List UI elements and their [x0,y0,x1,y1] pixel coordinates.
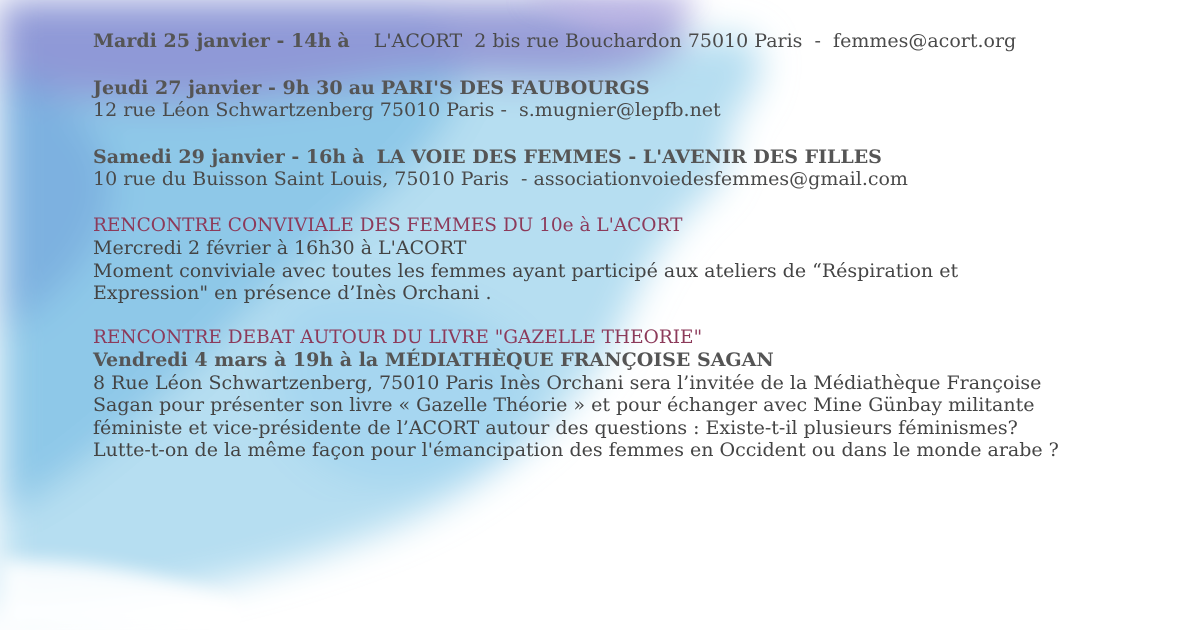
rencontre-debat-section [93,327,1183,462]
section-title: RENCONTRE CONVIVIALE DES FEMMES DU 10e à L'ACORT [93,214,683,236]
event-address: 2 bis rue Bouchardon 75010 Paris [474,30,803,52]
event-date: Jeudi 27 janvier - 9h 30 [93,76,343,99]
event-venue: L'ACORT [373,30,463,52]
flyer-content [93,30,1183,462]
event-tuesday [93,30,1183,53]
event-address: 12 rue Léon Schwartzenberg 75010 Paris [93,99,495,121]
event-address: 10 rue du Buisson Saint Louis, 75010 Paris [93,168,509,190]
event-email[interactable]: associationvoiedesfemmes@gmail.com [533,168,908,190]
section-when: Vendredi 4 mars à 19h à la MÉDIATHÈQUE FRANÇOISE SAGAN [93,349,774,371]
section-description: Moment conviviale avec toutes les femmes ayant participé aux ateliers de “Réspiration et [93,259,959,282]
event-thursday [93,77,1183,122]
event-separator: - [500,99,507,121]
event-connector: à [352,145,365,168]
rencontre-conviviale-section [93,215,1183,305]
event-date: Samedi 29 janvier - 16h [93,145,347,168]
event-email[interactable]: s.mugnier@lepfb.net [519,99,721,121]
event-connector: à [337,30,350,52]
event-venue: PARI'S DES FAUBOURGS [380,76,650,99]
section-title: RENCONTRE DEBAT AUTOUR DU LIVRE "GAZELLE THEORIE" [93,326,703,348]
event-separator: - [521,168,528,190]
section-description: 8 Rue Léon Schwartzenberg, 75010 Paris Inès Orchani sera l’invitée de la Médiathèque Françoise Sagan pour présenter son livre « Gazelle Théorie » et pour échanger avec Mine Günbay militante féministe et vice-présidente de l’ACORT autour des questions : Existe-t-il plusieurs féminismes? Lutte-t-on de la même façon pour l'émancipation des femmes en Occident ou dans le monde arabe ? [93,371,1059,461]
event-separator: - [814,30,821,52]
event-date: Mardi 25 janvier - 14h [93,30,332,52]
event-email[interactable]: femmes@acort.org [833,30,1017,52]
section-description: Expression" en présence d’Inès Orchani . [93,282,492,304]
event-saturday [93,146,1183,191]
section-when: Mercredi 2 février à 16h30 à L'ACORT [93,237,467,259]
event-connector: au [348,76,375,99]
event-venue: LA VOIE DES FEMMES - L'AVENIR DES FILLES [376,145,882,168]
